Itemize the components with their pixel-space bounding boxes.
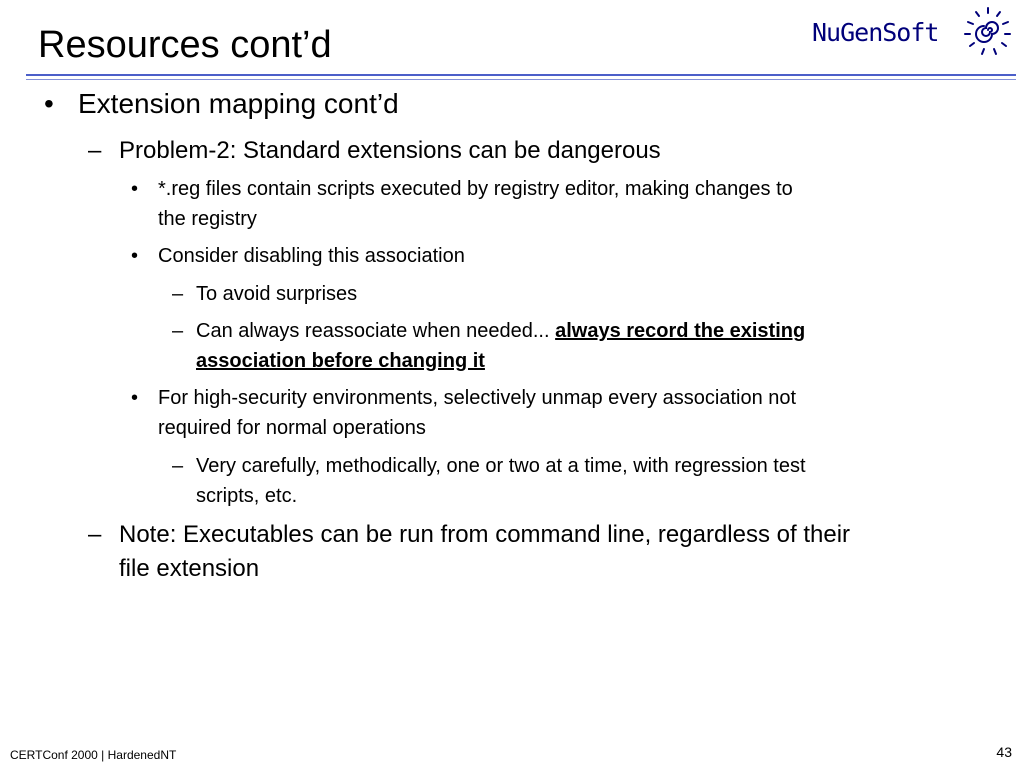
bullet-carefully-line1: Very carefully, methodically, one or two at a time, with regression test (196, 455, 806, 477)
bullet-avoid-surprises: To avoid surprises (196, 283, 358, 305)
bullet-note-line1: Note: Executables can be run from command line, regardless of their (119, 521, 851, 548)
bullet-carefully-line2: scripts, etc. (196, 485, 298, 507)
logo-text: NuGenSoft (812, 18, 939, 47)
dot-marker: • (131, 178, 139, 200)
dot-marker: • (131, 245, 139, 267)
bullet-problem-2: Problem-2: Standard extensions can be dangerous (119, 137, 661, 164)
company-logo (812, 4, 1022, 60)
reassociate-prefix: Can always reassociate when needed... (196, 320, 556, 342)
bullet-marker: • (44, 88, 54, 119)
dash-marker: – (172, 320, 184, 342)
bullet-reg-files-line2: the registry (158, 208, 257, 230)
bullet-consider-disabling: Consider disabling this association (158, 245, 465, 267)
dash-marker: – (88, 521, 102, 548)
bullet-reg-files-line1: *.reg files contain scripts executed by registry editor, making changes to (158, 178, 793, 200)
title-divider-thin (26, 79, 1016, 80)
reassociate-emphasis: always record the existing (555, 320, 806, 342)
bullet-reassociate-line1 (196, 316, 805, 346)
bullet-extension-mapping: Extension mapping cont’d (78, 88, 399, 119)
bullet-note-line2: file extension (119, 555, 260, 582)
dash-marker: – (88, 137, 102, 164)
sun-spiral-icon (960, 4, 1016, 60)
page-number: 43 (996, 744, 1012, 760)
dot-marker: • (131, 387, 139, 409)
bullet-high-security-line1: For high-security environments, selectively unmap every association not (158, 387, 797, 409)
title-divider (26, 74, 1016, 76)
slide-title: Resources cont’d (38, 24, 332, 66)
footer-text: CERTConf 2000 | HardenedNT (10, 748, 177, 762)
dash-marker: – (172, 455, 184, 477)
bullet-reassociate-line2: association before changing it (196, 350, 485, 372)
bullet-high-security-line2: required for normal operations (158, 417, 426, 439)
dash-marker: – (172, 283, 184, 305)
